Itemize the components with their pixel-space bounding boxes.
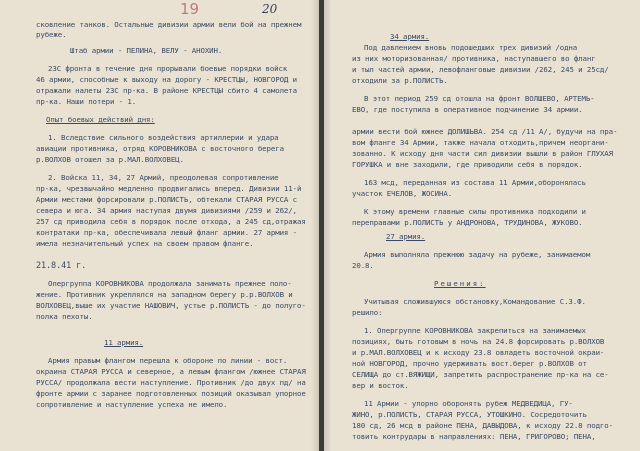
text-line: пр-ка, чрезвычайно медленно продвигались вперед. Дивизии 11-й [36,184,302,193]
text-line: отражали налеты 23С пр-ка. В районе КРЕСТЦЫ сбито 4 самолета [36,86,297,95]
folio-number-red: 19 [180,0,200,18]
text-line: Под давлением вновь подошедших трех дивизий /одна [364,43,578,52]
page-edge-shadow [324,0,332,451]
text-line: контратаки пр-ка, обеспечивала левый фланг армии. 27 армия - [36,228,297,237]
text-line: 23С фронта в течение дня прорывали боевые порядки войск [48,64,288,73]
text-line: пр-ка. Наши потери - 1. [36,97,137,106]
text-line: 180 сд, 26 мсд в районе ПЕНА, ДАВЫДОВА, к исходу 22.8 подго- [352,421,613,430]
text-line: жение. Противник укреплялся на западном берегу р.р.ВОЛХОВ и [36,290,293,299]
text-line: решило: [352,308,383,317]
text-line: рубеже. [36,30,67,39]
section-heading: 34 армия. [390,32,430,41]
text-line: К этому времени главные силы противника подходили и [364,207,586,216]
text-line: армии вести бой южнее ДОЛИШЬВА. 254 сд /11 А/, будучи на пра- [352,127,618,136]
text-line: ГОРУШКА и вне заходили, где приводили себя в порядок. [352,160,583,169]
section-heading: Решения: [434,279,486,288]
text-line: переправами р.ПОЛИСТЬ у АНДРОНОВА, ТРУДИНОВА, ЖУКОВО. [352,218,583,227]
text-line: имела незначительный успех на своем правом фланге. [36,239,254,248]
left-document-page [0,0,319,451]
text-line: отходили за р.ПОЛИСТЬ. [352,76,448,85]
text-line: Армии местами форсировали р.ПОЛИСТЬ, обтекали СТАРАЯ РУССА с [36,195,297,204]
section-heading: 11 армия. [104,338,144,347]
section-heading: Штаб армии - ПЕЛИНА, ВЕЛУ - АНОХИН. [70,46,223,55]
text-line: 2. Войска 11, 34, 27 Армий, преодолевая сопротивление [48,173,279,182]
text-line: окраина СТАРАЯ РУССА и северное, а левым флангом /южнее СТАРАЯ [36,367,306,376]
text-line: РУССА/ продолжала вести наступление. Противник /до двух пд/ на [36,378,306,387]
text-line: ЖИНО, р.ПОЛИСТЬ, СТАРАЯ РУССА, УТОШКИНО. Сосредоточить [352,410,587,419]
text-line: р.ВОЛХОВ отошел за р.МАЛ.ВОЛХОВЕЦ. [36,155,184,164]
page-edge-shadow [311,0,319,451]
text-line: сковление танков. Остальные дивизии армии вели бой на прежнем [36,20,302,29]
text-line: Армия выполняла прежнюю задачу на рубеже, занимаемом [364,250,591,259]
text-line: 46 армии, способные к выходу на дорогу - КРЕСТЦЫ, НОВГОРОД и [36,75,297,84]
text-line: Опергруппа КОРОВНИКОВА продолжала занимать прежнее поло- [48,279,292,288]
text-line: 163 мсд, переданная из состава 11 Армии,оборонялась [364,178,586,187]
text-line: Учитывая сложившуюся обстановку,Командование С.З.Ф. [364,297,586,306]
text-line: и р.МАЛ.ВОЛХОВЕЦ и к исходу 23.8 овладеть восточной окраи- [352,348,605,357]
text-line: вер и восток. [352,381,409,390]
text-line: 11 Армии - упорно оборонять рубеж МЕДВЕДИЦА, ГУ- [364,399,573,408]
text-line: полка пехоты. [36,312,93,321]
text-line: севера и юга. 34 армия наступая двумя дивизиями /259 и 262/, [36,206,297,215]
text-line: ВОЛХОВЕЦ,выше их участие НАШОВИЧ, устье р.ПОЛИСТЬ - до полуго- [36,301,306,310]
text-line: 257 сд приводила себя в порядок после отхода, а 245 сд,отражая [36,217,306,226]
text-line: и тыл частей армии, левофланговые дивизии /262, 245 и 25сд/ [352,65,609,74]
section-heading: 27 армия. [386,232,426,241]
text-line: позициях, быть готовым в ночь на 24.8 форсировать р.ВОЛХОВ [352,337,605,346]
date-heading: 21.8.41 г. [36,261,87,271]
section-heading: Опыт боевых действий дня: [46,115,155,124]
text-line: 1. Опергруппе КОРОВНИКОВА закрепиться на занимаемых [364,326,586,335]
text-line: В этот период 259 сд отошла на фронт ВОЛШЕВО, АРТЕМЬ- [364,94,595,103]
text-line: фронте армии с заранее подготовленных позиций оказывал упорное [36,389,306,398]
text-line: участок ЕЧЕЛОВ, ЖОСИНА. [352,189,453,198]
text-line: Армия правым флангом перешла к обороне по линии - вост. [48,356,288,365]
text-line: из них моторизованная/ противника, наступавшего во фланг [352,54,596,63]
text-line: ной НОВГОРОД, прочно удерживать вост.берег р.ВОЛХОВ от [352,359,587,368]
text-line: товить контрудары в направлениях: ПЕНА, ГРИГОРОВО; ПЕНА, [352,432,596,441]
text-line: вом фланге 34 Армии, также начала отходить,причем неоргани- [352,138,609,147]
text-line: зованно. К исходу дня части сил дивизии вышли в район ГЛУХАЯ [352,149,613,158]
right-document-page [324,0,640,451]
text-line: ЕВО, где поступила в оперативное подчинение 34 армии. [352,105,583,114]
text-line: авиации противника, отряд КОРОВНИКОВА с восточного берега [36,144,284,153]
folio-number-handwritten: 20 [262,2,278,16]
text-line: СЕЛИЩА до ст.ВЯЖИЩИ, запретить распространение пр-ка на се- [352,370,609,379]
text-line: 20.8. [352,261,374,270]
text-line: сопротивление и наступление успеха не имело. [36,400,228,409]
text-line: 1. Вследствие сильного воздействия артиллерии и удара [48,133,279,142]
